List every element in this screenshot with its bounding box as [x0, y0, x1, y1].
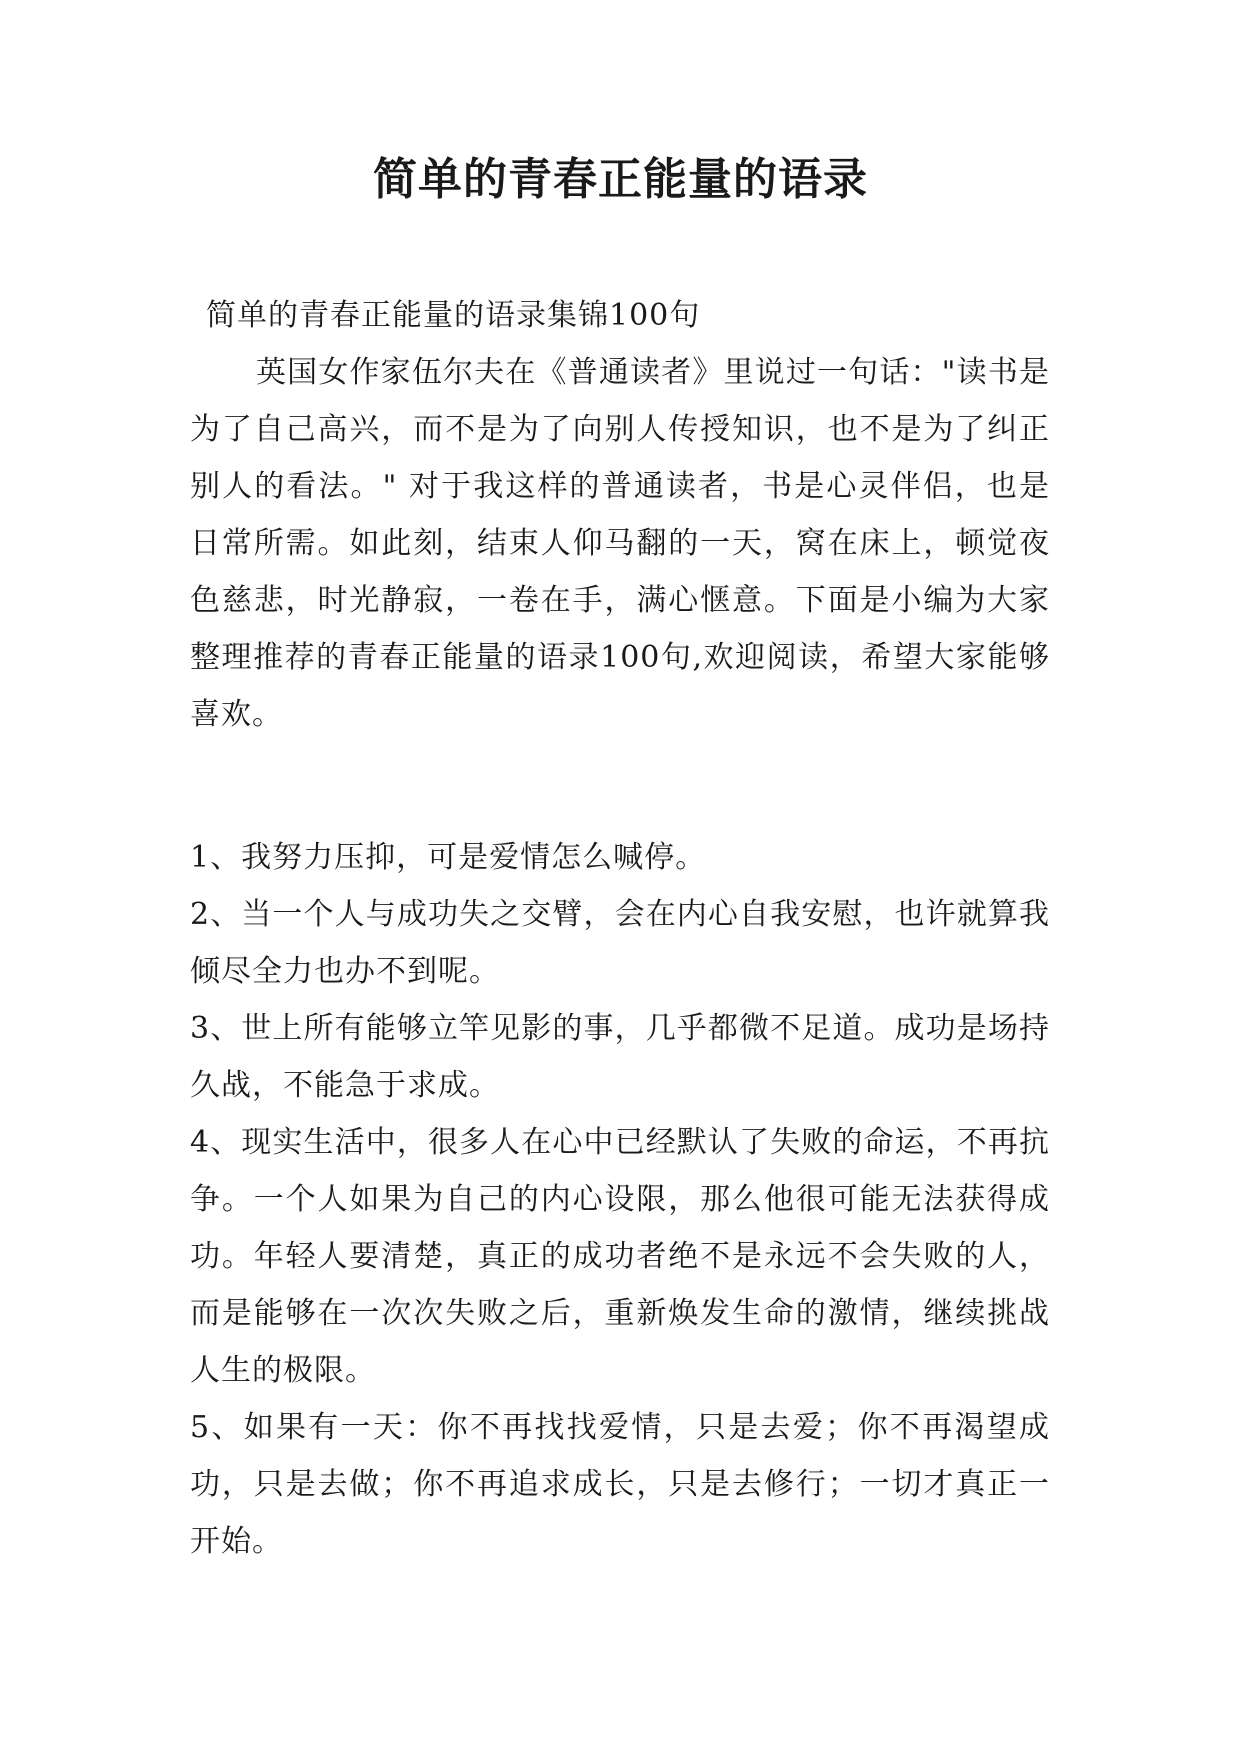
document-title: 简单的青春正能量的语录 — [373, 154, 868, 205]
quote-item-2: 2、当一个人与成功失之交臂，会在内心自我安慰，也许就算我倾尽全力也办不到呢。 — [190, 897, 1050, 989]
document-subtitle: 简单的青春正能量的语录集锦100句 — [206, 298, 701, 333]
quote-item-3: 3、世上所有能够立竿见影的事，几乎都微不足道。成功是场持久战，不能急于求成。 — [190, 1011, 1050, 1103]
intro-paragraph: 英国女作家伍尔夫在《普通读者》里说过一句话："读书是为了自己高兴，而不是为了向别人传授知识，也不是为了纠正别人的看法。" 对于我这样的普通读者，书是心灵伴侣，也是日常所需。如此刻，结束人仰马翻的一天，窝在床上，顿觉夜色慈悲，时光静寂，一卷在手，满心惬意。下面是小编为大家整理推荐的青春正能量的语录100句,欢迎阅读，希望大家能够喜欢。 — [190, 355, 1050, 732]
quote-item-1: 1、我努力压抑，可是爱情怎么喊停。 — [190, 840, 707, 875]
quote-item-4: 4、现实生活中，很多人在心中已经默认了失败的命运，不再抗争。一个人如果为自己的内心设限，那么他很可能无法获得成功。年轻人要清楚，真正的成功者绝不是永远不会失败的人，而是能够在一次次失败之后，重新焕发生命的激情，继续挑战人生的极限。 — [190, 1125, 1050, 1388]
quote-item-5: 5、如果有一天：你不再找找爱情，只是去爱；你不再渴望成功，只是去做；你不再追求成长，只是去修行；一切才真正一开始。 — [190, 1410, 1050, 1559]
document-body — [190, 287, 1050, 1570]
paragraph-spacer — [190, 743, 1050, 829]
